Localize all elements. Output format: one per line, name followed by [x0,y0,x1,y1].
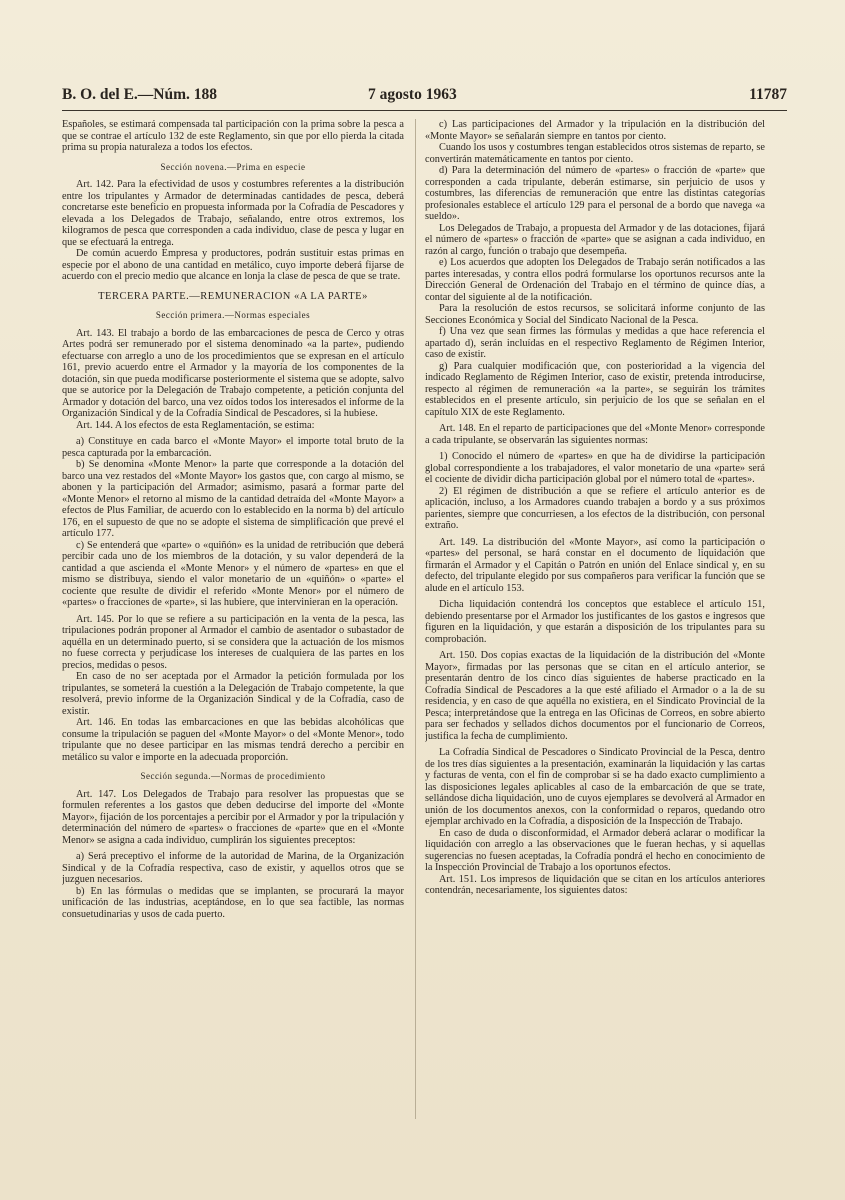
section-heading: Sección novena.—Prima en especie [160,161,306,172]
right-column [425,119,765,1119]
paragraph: b) En las fórmulas o medidas que se implanten, se procurará la mayor unificación de las industrias, aceptándose, en lo que sea factible, las normas consuetudinarias y usos de cada puerto. [62,885,404,920]
paragraph: Españoles, se estimará compensada tal participación con la prima sobre la pesca a que se contrae el artículo 132 de este Reglamento, sin que por ello pierda la citada prima su propia naturaleza a todos los efectos. [62,119,404,153]
paragraph: d) Para la determinación del número de «partes» o fracción de «parte» que corresponden a cada tripulante, deberán estimarse, sin perjuicio de usos y costumbres, las diferencias de remuneración que entre las distintas categorías profesionales establece el artículo 129 para el personal de a bordo que navega «a sueldo». [425,165,765,222]
paragraph: Art. 147. Los Delegados de Trabajo para resolver las propuestas que se formulen referentes a los gastos que deben deducirse del importe del «Monte Mayor», fijación de los porcentajes a percibir por el Armador y por la tripulación y determinación del número de «partes» o fracciones de «parte» que en el «Monte Menor» se asigna a cada individuo, cumplirán los siguientes preceptos: [62,788,404,846]
paragraph: Art. 144. A los efectos de esta Reglamentación, se estima: [76,419,315,431]
paragraph: Art. 143. El trabajo a bordo de las embarcaciones de pesca de Cerco y otras Artes podrá ser remunerado por el sistema denominado «a la parte», pudiendo efectuarse con arreglo a uno de los procedimientos que se expresan en el artículo 161, previo acuerdo entre el Armador y la mayoría de los componentes de la dotación, sin que pueda modificarse posteriormente el sistema que se adopte, salvo que se autorice por la Delegación de Trabajo competente, a petición conjunta del Armador y dotación del barco, una vez oídos todos los interesados el informe de la Organización Sindical y de la Cofradía Sindical de Pescadores, si la hubiese. [62,327,404,419]
header-date: 7 agosto 1963 [368,86,457,103]
paragraph: 2) El régimen de distribución a que se refiere el artículo anterior es de aplicación, incluso, a los Armadores cuando trabajen a bordo y a sus próximos parientes, siempre que concurriesen, a los efectos de la distribución, con personal extraño. [425,485,765,531]
paragraph: f) Una vez que sean firmes las fórmulas y medidas a que hace referencia el apartado d), serán incluídas en el respectivo Reglamento de Régimen Interior, caso de existir. [425,326,765,360]
paragraph: Art. 145. Por lo que se refiere a su participación en la venta de la pesca, las tripulaciones podrán proponer al Armador el cambio de asentador o subastador de aquélla en un determinado puerto, si se considera que la actuación de los mismos no fuese correcta y perjudicase los intereses de cualquiera de las partes en los precios, medidas o pesos. [62,613,404,671]
paragraph: Los Delegados de Trabajo, a propuesta del Armador y de las dotaciones, fijará el número de «partes» o fracción de «parte» que se asignan a cada individuo, en razón al cargo, función o trabajo que desempeña. [425,222,765,257]
paragraph: De común acuerdo Empresa y productores, podrán sustituir estas primas en especie por el abono de una cantidad en metálico, cuyo importe deberá fijarse de acuerdo con el precio medio que alcance en lonja la clase de pesca de que se trate. [62,248,404,282]
left-column [62,119,404,1119]
paragraph: g) Para cualquier modificación que, con posterioridad a la vigencia del indicado Reglamento de Régimen Interior, caso de existir, pretenda introducirse, respecto al régimen de remuneración «a la parte», se seguirán los trámites establecidos en el presente artículo, sin perjuicio de los que se señalan en el capítulo XIX de este Reglamento. [425,360,765,418]
paragraph: a) Será preceptivo el informe de la autoridad de Marina, de la Organización Sindical y de la Cofradía respectiva, caso de existir, y aquellos otros que se juzguen necesarios. [62,851,404,885]
part-heading: TERCERA PARTE.—REMUNERACION «A LA PARTE» [98,290,368,302]
paragraph: c) Las participaciones del Armador y la tripulación en la distribución del «Monte Mayor» se señalarán siempre en tantos por ciento. [425,119,765,142]
paragraph: b) Se denomina «Monte Menor» la parte que corresponde a la dotación del barco una vez restados del «Monte Mayor» los gastos que, con cargo al mismo, se abonen y la participación del Armador; asimismo, pasará a formar parte del «Monte Menor» el retorno al mismo de la cantidad detraída del «Monte Mayor» a efectos de Plus Familiar, de acuerdo con lo establecido en la norma b) del artículo 176, en el supuesto de que no se adopte el sistema de simplificación que prevé el artículo 177. [62,459,404,539]
paragraph: Cuando los usos y costumbres tengan establecidos otros sistemas de reparto, se convertirán matemáticamente en tantos por ciento. [425,142,765,165]
paragraph: 1) Conocido el número de «partes» en que ha de dividirse la participación global correspondiente a los trabajadores, el valor monetario de una «parte» será el cociente de dividir dicha participación global por el número total de «partes». [425,451,765,485]
paragraph: Art. 148. En el reparto de participaciones que del «Monte Menor» corresponde a cada tripulante, se observarán las siguientes normas: [425,423,765,446]
paragraph: Art. 151. Los impresos de liquidación que se citan en los artículos anteriores contendrán, necesariamente, los siguientes datos: [425,873,765,896]
paragraph: En caso de duda o disconformidad, el Armador deberá aclarar o modificar la liquidación con arreglo a las observaciones que le fueran hechas, y si aquellas sugerencias no fuesen aceptadas, la Cofradía pondrá el hecho en conocimiento de la Inspección Provincial de Trabajo a los oportunos efectos. [425,827,765,873]
paragraph: Art. 146. En todas las embarcaciones en que las bebidas alcohólicas que consume la tripulación se paguen del «Monte Mayor» o del «Monte Menor», todo tripulante que no desee participar en las mismas tendrá derecho a percibir en metálico su valor e importe en la adecuada proporción. [62,717,404,763]
paragraph: Art. 149. La distribución del «Monte Mayor», así como la participación o «partes» del personal, se hará constar en el documento de liquidación que firmarán el Armador y el Capitán o Patrón en unión del Enlace sindical y, en su defecto, del tripulante elegido por sus compañeros para verificar la función que se alude en el artículo 153. [425,536,765,594]
header-publication: B. O. del E.—Núm. 188 [62,86,218,103]
paragraph: Art. 142. Para la efectividad de usos y costumbres referentes a la distribución entre los tripulantes y Armador de determinadas cantidades de pesca, deberá concretarse este beneficio en propuesta informada por la Cofradía de Pescadores y elevada a los Delegados de Trabajo, señalando, entre otros extremos, los kilogramos de pesca que corresponden a cada individuo, clase de pesca y lugar en que se efectuará la entrega. [62,179,404,248]
section-heading: Sección primera.—Normas especiales [155,310,311,320]
paragraph: a) Constituye en cada barco el «Monte Mayor» el importe total bruto de la pesca capturada por la embarcación. [62,436,404,459]
paragraph: Para la resolución de estos recursos, se solicitará informe conjunto de las Secciones Económica y Social del Sindicato Nacional de la Pesca. [425,303,765,326]
paragraph: En caso de no ser aceptada por el Armador la petición formulada por los tripulantes, se someterá la cuestión a la Delegación de Trabajo competente, la que resolverá, previo informe de la Organización Sindical y de la Cofradía, caso de existir. [62,671,404,717]
paragraph: c) Se entenderá que «parte» o «quiñón» es la unidad de retribución que deberá percibir cada uno de los miembros de la dotación, y su valor dependerá de la cantidad a que ascienda el «Monte Menor» y el número de «partes» en que el mismo se distribuya, siendo el valor monetario de un «quiñón» o «parte» el cociente que resulte de dividir el referido «Monte Menor» por el número de «partes» o fracciones de «parte», si las hubiere, que intervinieran en la operación. [62,539,404,608]
paragraph: La Cofradía Sindical de Pescadores o Sindicato Provincial de la Pesca, dentro de los tres días siguientes a la presentación, examinarán la liquidación y las cartas y facturas de venta, con el fin de comprobar si se ha dado exacto cumplimiento a las disposiciones legales aplicables al caso de la embarcación de que se trate, sellándose dicha liquidación, uno de cuyos ejemplares se devolverá al Armador en unión de los documentos anexos, con la conformidad o reparos, quedando otro ejemplar archivado en la Cofradía, a disposición de la Inspección de Trabajo. [425,747,765,827]
page-header [62,86,787,108]
column-divider [415,119,416,1119]
paragraph: Dicha liquidación contendrá los conceptos que establece el artículo 151, debiendo presentarse por el Armador los justificantes de los gastos e ingresos que figuren en la liquidación, y que estarán a disposición de los tripulantes para su comprobación. [425,599,765,645]
paragraph: Art. 150. Dos copias exactas de la liquidación de la distribución del «Monte Mayor», firmadas por las personas que se citan en el artículo anterior, se presentarán dentro de los cinco días siguientes de haberse practicado en la Cofradía Sindical de Pescadores a la que esté afiliado el Armador o a la de su residencia, y en caso de que aquélla no existiera, en el Sindicato Provincial de la Pesca; interpretándose que la entrega en las Oficinas de Correos, en sobre abierto para ser fechados y sellados dichos documentos por el funcionario de Correos, justifica la fecha de cumplimiento. [425,650,765,742]
section-heading: Sección segunda.—Normas de procedimiento [140,771,326,781]
header-rule [62,110,787,111]
paragraph: e) Los acuerdos que adopten los Delegados de Trabajo serán notificados a las partes interesadas, y contra ellos podrá formularse los oportunos recursos ante la Dirección General de Ordenación del Trabajo en el término de quince días, a contar del siguiente al de la notificación. [425,257,765,303]
header-page-number: 11787 [749,86,787,103]
